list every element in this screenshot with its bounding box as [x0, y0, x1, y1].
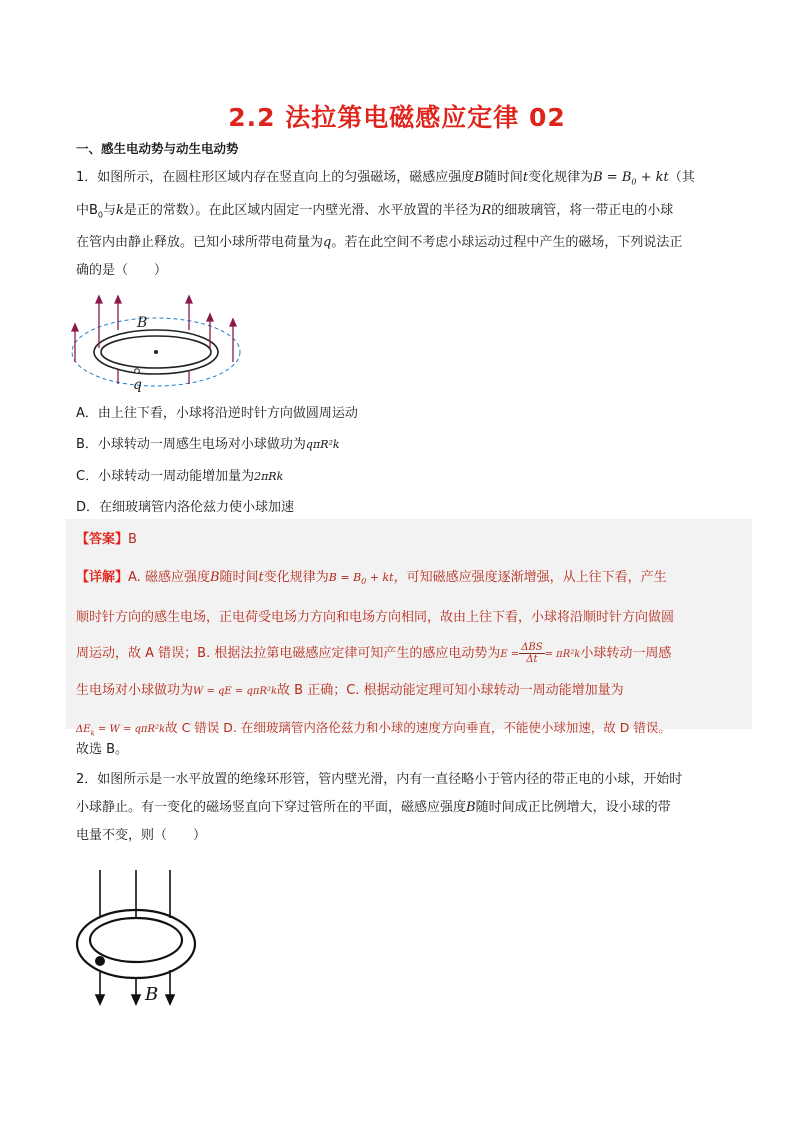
question-1-stem	[76, 164, 736, 285]
option-b[interactable]: B．小球转动一周感生电场对小球做功为qπR²k	[76, 437, 340, 452]
answer-line: 【答案】B	[76, 532, 137, 547]
center-dot	[154, 350, 158, 354]
field-arrows	[72, 296, 236, 384]
detail-line-2: 顺时针方向的感生电场，正电荷受电场力方向和电场方向相同，故由上往下看，小球将沿顺时针方向做圆	[76, 610, 675, 626]
q2-line-3: 电量不变，则（ ）	[76, 828, 207, 843]
option-c[interactable]: C．小球转动一周动能增加量为2πRk	[76, 469, 284, 484]
q1-line-1: 1．如图所示，在圆柱形区域内存在竖直向上的匀强磁场，磁感应强度B随时间t变化规律为$B = B_0 + kt$（其	[76, 170, 695, 187]
detail-line-1: 【详解】A. 磁感应强度B随时间t变化规律为$B = B_0$ + kt，可知磁感应强度逐渐增强，从上往下看，产生	[76, 570, 667, 587]
field-lines-downward	[96, 870, 174, 1004]
page-title: 2.2 法拉第电磁感应定律 02	[228, 103, 566, 132]
q1-line-2: 中$B_0$与k是正的常数）。在此区域内固定一内壁光滑、水平放置的半径为R的细玻璃管，将一带正电的小球	[76, 202, 674, 220]
section-heading: 一、感生电动势与动生电动势	[76, 141, 239, 156]
q2-line-1: 2．如图所示是一水平放置的绝缘环形管，管内壁光滑，内有一直径略小于管内径的带正电的小球，开始时	[76, 772, 683, 787]
detail-line-4: 生电场对小球做功为W = qE = qπR²k故 B 正确；C. 根据动能定理可知小球转动一周动能增加量为	[76, 683, 624, 699]
figure-1-label-b: B	[137, 315, 148, 331]
q1-line-3: 在管内由静止释放。已知小球所带电荷量为q。若在此空间不考虑小球运动过程中产生的磁场，下列说法正	[76, 235, 683, 251]
charged-ball	[135, 369, 140, 374]
option-a[interactable]: A．由上往下看，小球将沿逆时针方向做圆周运动	[76, 406, 358, 421]
figure-1-label-q: q	[133, 377, 142, 393]
formula-b-b0-kt: $B = B_0$ + kt	[593, 170, 669, 187]
q2-line-2: 小球静止。有一变化的磁场竖直向下穿过管所在的平面，磁感应强度B随时间成正比例增大，设小球的带	[76, 800, 671, 815]
figure-1-ring-field	[66, 288, 246, 398]
figure-2-label-b: B	[145, 984, 159, 1005]
q1-line-4: 确的是（ ）	[76, 263, 168, 279]
ring-inner	[90, 918, 182, 962]
detail-explanation	[76, 560, 756, 752]
detail-conclusion: 故选 B。	[76, 742, 129, 757]
charged-ball-2	[95, 956, 105, 966]
detail-line-5: $\Delta E_k = W = q\pi R^2k$故 C 错误 D. 在细玻璃管内洛伦兹力和小球的速度方向垂直，不能使小球加速，故 D 错误。	[76, 720, 671, 738]
option-d[interactable]: D．在细玻璃管内洛伦兹力使小球加速	[76, 500, 295, 515]
ring-outer	[77, 910, 195, 978]
question-2-stem	[76, 766, 746, 850]
fraction-delta-bs-over-delta-t: $\frac{\text{ΔBS}}{\Delta t}$	[521, 642, 543, 666]
detail-line-3: 周运动，故 A 错误；B. 根据法拉第电磁感应定律可知产生的感应电动势为E = $\frac{\text{ΔBS}}{\Delta t}$ = πR²k小球转动一周感	[76, 642, 672, 666]
figure-2-ring-downward-field	[66, 862, 206, 1012]
